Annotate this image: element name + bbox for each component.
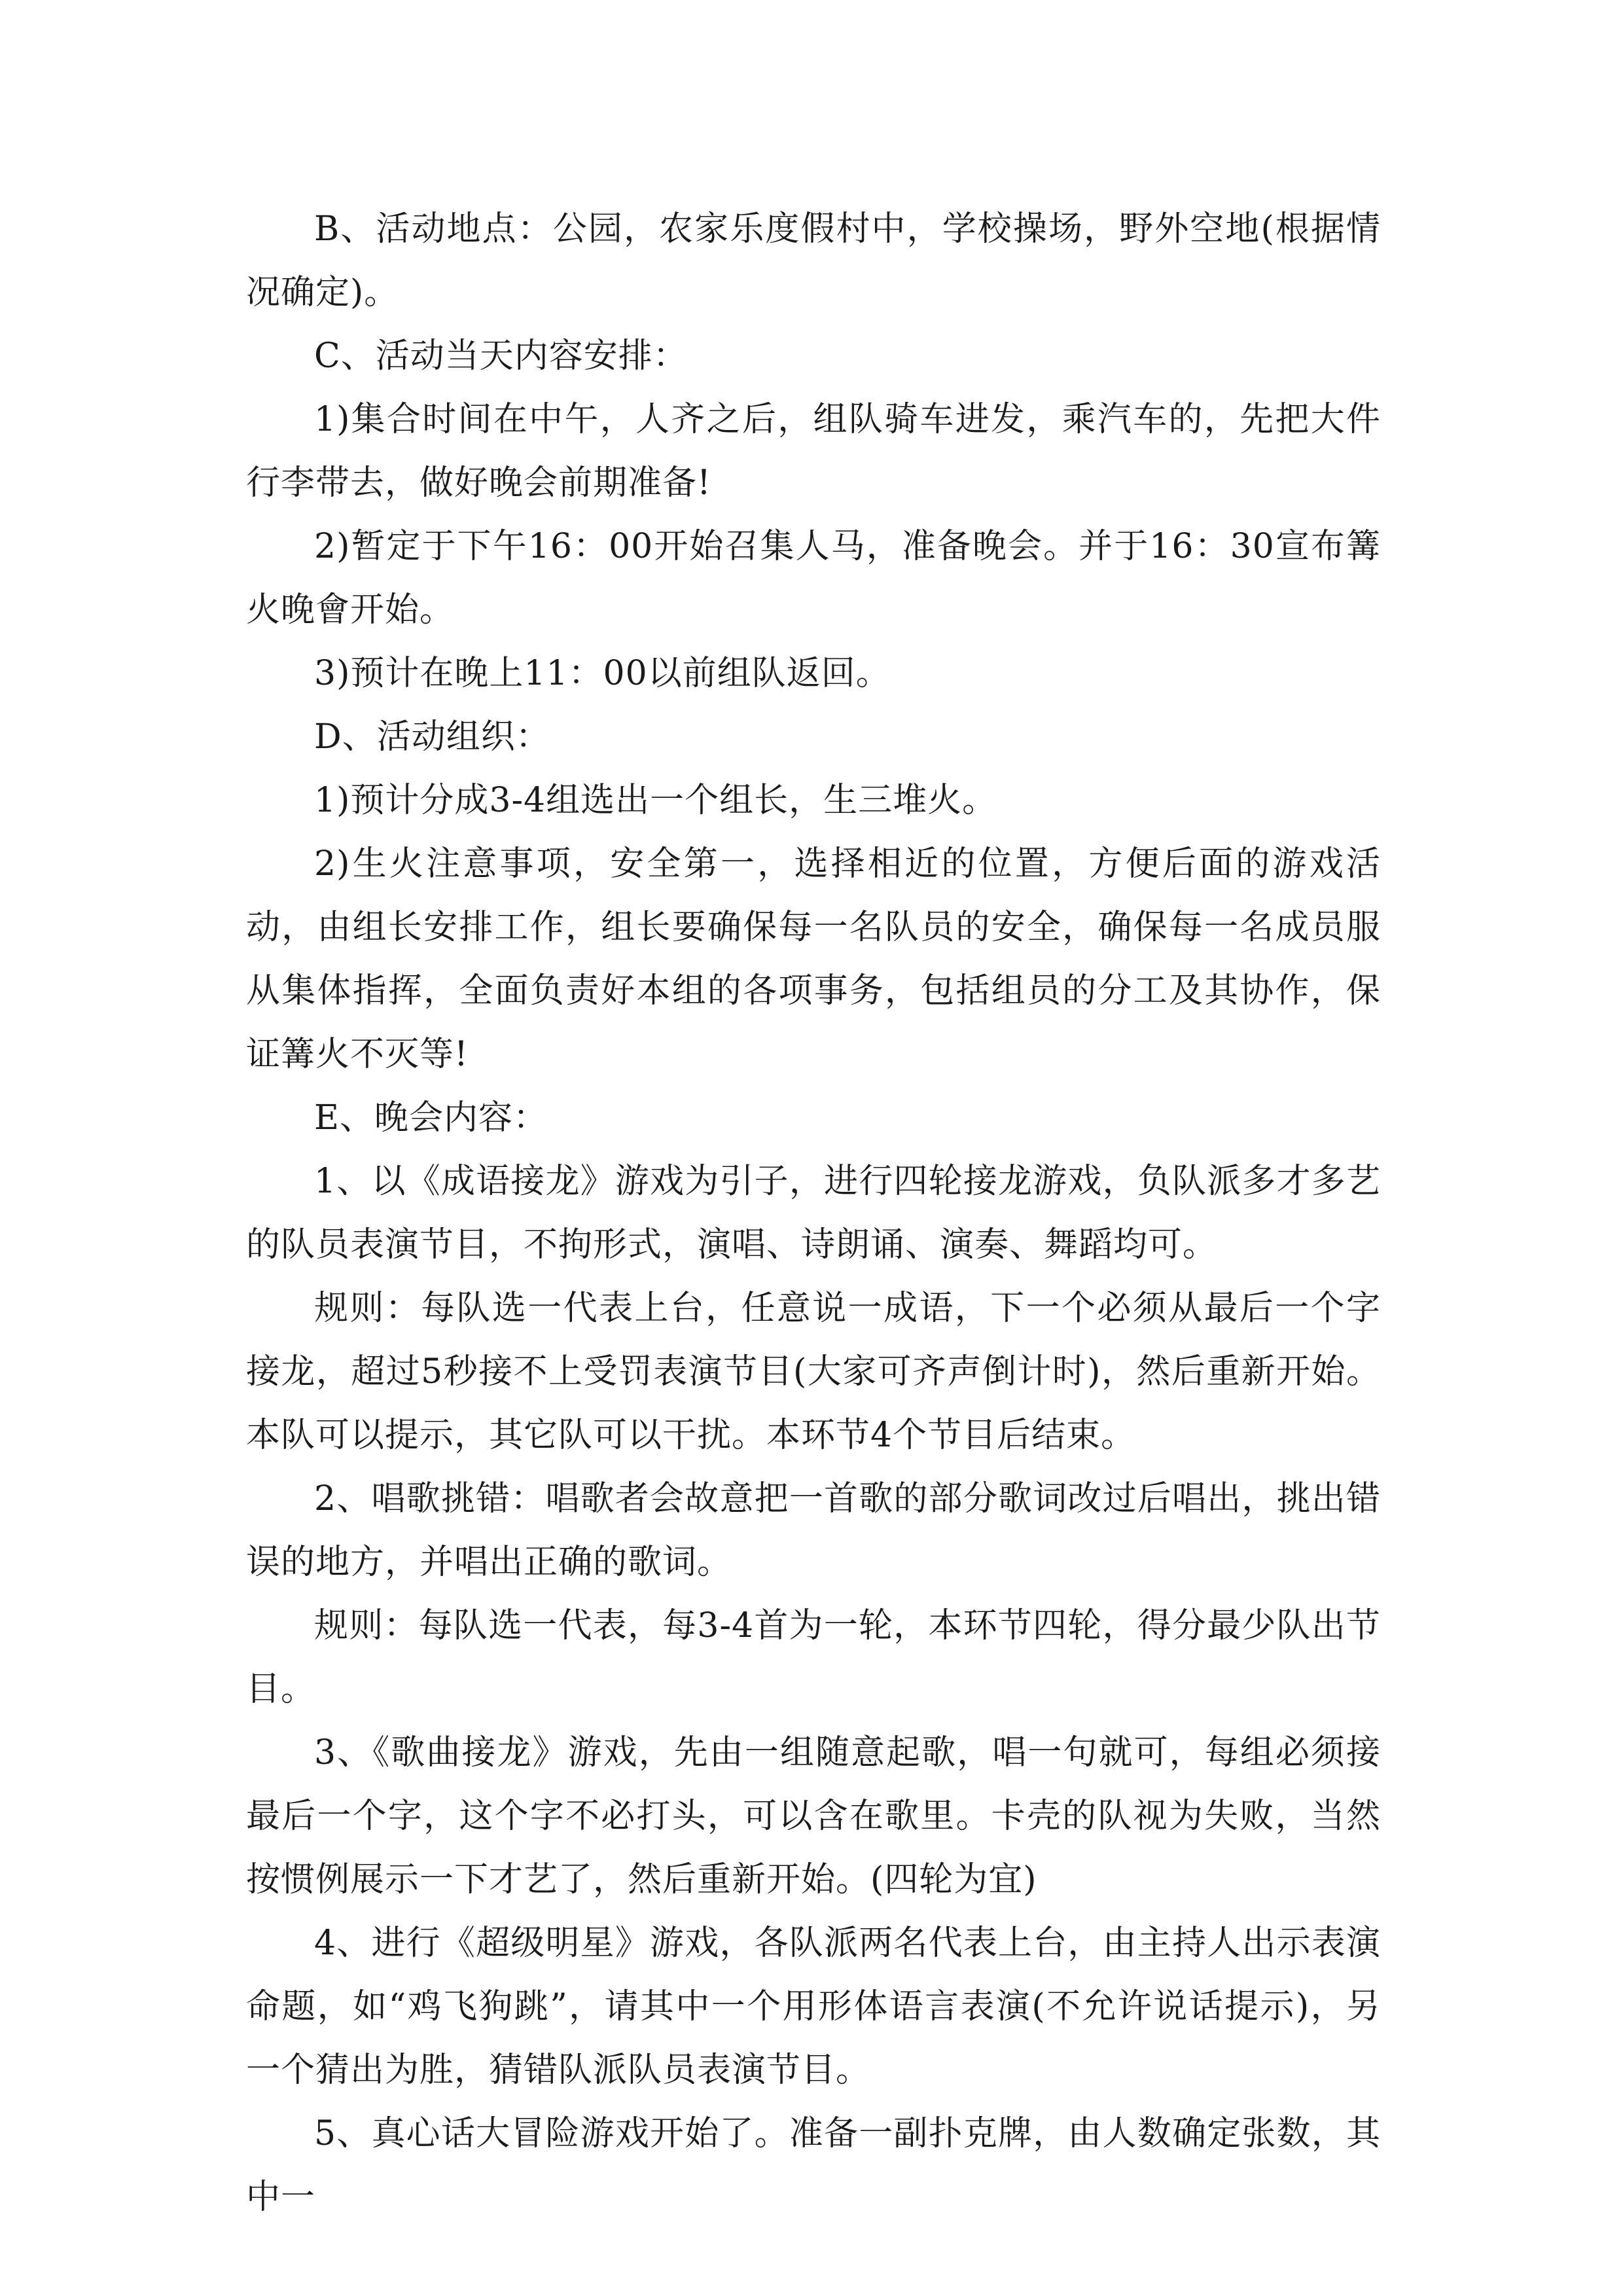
paragraph-organization-1: 1)预计分成3-4组选出一个组长，生三堆火。 bbox=[314, 781, 997, 820]
paragraph-game-truth-dare: 5、真心话大冒险游戏开始了。准备一副扑克牌，由人数确定张数，其中一 bbox=[246, 2114, 1381, 2217]
paragraph-game-song-error: 2、唱歌挑错：唱歌者会故意把一首歌的部分歌词改过后唱出，挑出错误的地方，并唱出正确的歌词。 bbox=[246, 1479, 1381, 1582]
paragraph-schedule-1: 1)集合时间在中午，人齐之后，组队骑车进发，乘汽车的，先把大件行李带去，做好晚会前期准备! bbox=[246, 400, 1381, 503]
paragraph-schedule-heading: C、活动当天内容安排： bbox=[314, 336, 688, 376]
document-body bbox=[246, 198, 1381, 2229]
paragraph-rule-song-error: 规则：每队选一代表，每3-4首为一轮，本环节四轮，得分最少队出节目。 bbox=[246, 1606, 1381, 1709]
paragraph-content-heading: E、晚会内容： bbox=[314, 1098, 548, 1138]
paragraph-game-idiom: 1、以《成语接龙》游戏为引子，进行四轮接龙游戏，负队派多才多艺的队员表演节目，不拘形式，演唱、诗朗诵、演奏、舞蹈均可。 bbox=[246, 1162, 1381, 1265]
paragraph-rule-idiom: 规则：每队选一代表上台，任意说一成语，下一个必须从最后一个字接龙，超过5秒接不上受罚表演节目(大家可齐声倒计时)，然后重新开始。本队可以提示，其它队可以干扰。本环节4个节目后结束。 bbox=[246, 1289, 1381, 1455]
paragraph-game-song-relay: 3、《歌曲接龙》游戏，先由一组随意起歌，唱一句就可，每组必须接最后一个字，这个字不必打头，可以含在歌里。卡壳的队视为失败，当然按惯例展示一下才艺了，然后重新开始。(四轮为宜) bbox=[246, 1733, 1381, 1899]
paragraph-organization-2: 2)生火注意事项，安全第一，选择相近的位置，方便后面的游戏活动，由组长安排工作，组长要确保每一名队员的安全，确保每一名成员服从集体指挥，全面负责好本组的各项事务，包括组员的分工及其协作，保证篝火不灭等! bbox=[246, 844, 1381, 1074]
paragraph-schedule-3: 3)预计在晚上11：00以前组队返回。 bbox=[314, 654, 891, 693]
paragraph-organization-heading: D、活动组织： bbox=[314, 717, 550, 757]
paragraph-schedule-2: 2)暂定于下午16：00开始召集人马，准备晚会。并于16：30宣布篝火晚會开始。 bbox=[246, 527, 1381, 630]
paragraph-game-superstar: 4、进行《超级明星》游戏，各队派两名代表上台，由主持人出示表演命题，如“鸡飞狗跳”，请其中一个用形体语言表演(不允许说话提示)，另一个猜出为胜，猜错队派队员表演节目。 bbox=[246, 1924, 1381, 2090]
paragraph-location: B、活动地点：公园，农家乐度假村中，学校操场，野外空地(根据情况确定)。 bbox=[246, 209, 1381, 312]
